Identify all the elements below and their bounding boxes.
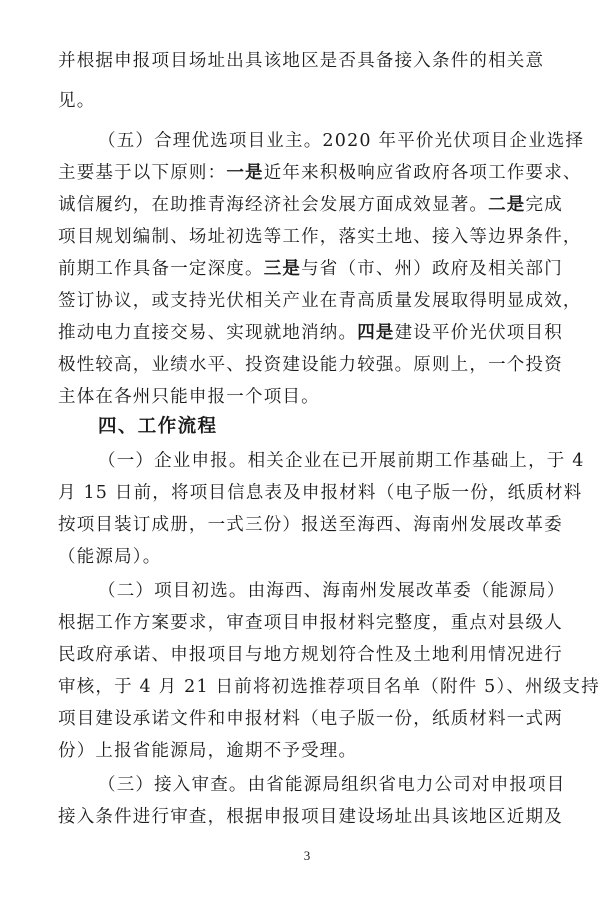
text-segment: 前期工作具备一定深度。 [58, 259, 264, 279]
text-line [58, 290, 582, 312]
page-number: 3 [303, 848, 311, 863]
text-line [58, 194, 563, 216]
text-segment: 完成 [525, 195, 563, 215]
text-line [58, 50, 558, 72]
text-segment: （一）企业申报。相关企业在已开展前期工作基础上，于 4 [98, 451, 585, 471]
text-line [58, 708, 563, 730]
emphasis-text: 三是 [263, 259, 302, 279]
text-line [58, 612, 563, 634]
text-segment: 并根据申报项目场址出具该地区是否具备接入条件的相关意 [58, 51, 545, 71]
text-segment: （能源局）。 [58, 547, 162, 567]
text-segment: 月 15 日前，将项目信息表及申报材料（电子版一份，纸质材料 [58, 483, 583, 503]
text-line [98, 774, 598, 796]
section-heading [98, 416, 598, 438]
text-line [58, 354, 563, 376]
text-segment: 推动电力直接交易、实现就地消纳。 [58, 323, 358, 343]
text-segment: 建设平价光伏项目积 [394, 323, 563, 343]
emphasis-text: 四是 [357, 323, 395, 343]
text-line [58, 226, 582, 248]
text-segment: 审核，于 4 月 21 日前将初选推荐项目名单（附件 5）、州级支持 [58, 677, 600, 697]
text-line [98, 450, 598, 472]
text-line [58, 644, 563, 666]
text-line [58, 386, 558, 408]
text-segment: 接入条件进行审查，根据申报项目建设场址出具该地区近期及 [58, 807, 563, 827]
text-segment: 份）上报省能源局，逾期不予受理。 [58, 741, 358, 761]
text-line [58, 482, 583, 504]
text-segment: 主体在各州只能申报一个项目。 [58, 387, 320, 407]
text-segment: 极性较高，业绩水平、投资建设能力较强。原则上，一个投资 [58, 355, 563, 375]
text-segment: 见。 [58, 91, 96, 111]
text-segment: 四、工作流程 [98, 416, 218, 437]
text-segment: 按项目装订成册，一式三份）报送至海西、海南州发展改革委 [58, 515, 563, 535]
text-segment: 民政府承诺、申报项目与地方规划符合性及土地利用情况进行 [58, 645, 563, 665]
text-segment: （五）合理优选项目业主。2020 年平价光伏项目企业选择 [98, 131, 585, 151]
emphasis-text: 一是 [226, 163, 264, 183]
text-segment: （三）接入审查。由省能源局组织省电力公司对申报项目 [98, 775, 566, 795]
text-line [58, 546, 558, 568]
text-line [58, 90, 558, 112]
text-segment: 近年来积极响应省政府各项工作要求、 [263, 163, 582, 183]
text-line [98, 580, 598, 602]
text-segment: 根据工作方案要求，审查项目申报材料完整度，重点对县级人 [58, 613, 563, 633]
text-line [58, 806, 563, 828]
text-segment: 与省（市、州）政府及相关部门 [301, 259, 563, 279]
text-line [58, 514, 563, 536]
text-segment: 诚信履约，在助推青海经济社会发展方面成效显著。 [58, 195, 489, 215]
text-line [58, 258, 563, 280]
text-segment: 项目规划编制、场址初选等工作，落实土地、接入等边界条件， [58, 227, 582, 247]
text-line [58, 676, 600, 698]
text-segment: 签订协议，或支持光伏相关产业在青高质量发展取得明显成效， [58, 291, 582, 311]
text-line [58, 740, 558, 762]
text-line [98, 130, 598, 152]
emphasis-text: 二是 [488, 195, 526, 215]
text-segment: （二）项目初选。由海西、海南州发展改革委（能源局） [98, 581, 566, 601]
text-segment: 主要基于以下原则： [58, 163, 227, 183]
text-line [58, 162, 582, 184]
text-line [58, 322, 563, 344]
text-segment: 项目建设承诺文件和申报材料（电子版一份，纸质材料一式两 [58, 709, 563, 729]
